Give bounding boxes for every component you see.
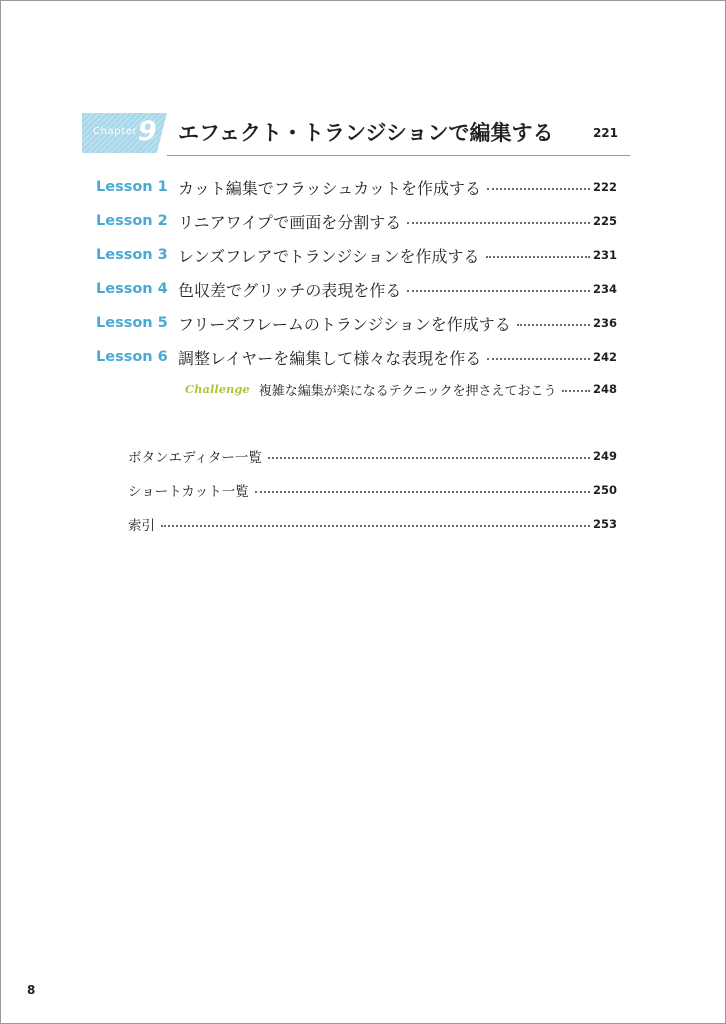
chapter-divider [167, 155, 630, 156]
page-number: 225 [592, 214, 617, 228]
dot-leader [487, 188, 590, 190]
page-number: 249 [592, 449, 617, 463]
toc-row-appendix-index[interactable] [128, 513, 617, 535]
page-number: 250 [592, 483, 617, 497]
challenge-title: 複雑な編集が楽になるテクニックを押さえておこう [258, 383, 557, 399]
dot-leader [268, 457, 590, 459]
footer-page-number: 8 [27, 983, 36, 997]
dot-leader [562, 390, 590, 392]
toc-row-lesson-1[interactable] [96, 175, 617, 199]
lesson-label: Lesson 3 [96, 247, 168, 263]
page-number: 253 [592, 517, 617, 531]
lesson-title: 調整レイヤーを編集して様々な表現を作る [178, 348, 482, 368]
lesson-title: フリーズフレームのトランジションを作成する [178, 314, 511, 334]
toc-row-lesson-2[interactable] [96, 209, 617, 233]
dot-leader [255, 491, 590, 493]
dot-leader [487, 358, 590, 360]
appendix-title: ショートカット一覧 [128, 484, 249, 500]
page-number: 231 [592, 248, 617, 262]
toc-row-challenge[interactable] [185, 378, 617, 400]
page-number: 222 [592, 180, 617, 194]
lesson-title: リニアワイプで画面を分割する [178, 212, 402, 232]
lesson-title: 色収差でグリッチの表現を作る [178, 280, 402, 300]
toc-row-appendix-button-editor[interactable] [128, 445, 617, 467]
page-number: 242 [592, 350, 617, 364]
chapter-word: Chapter [93, 126, 138, 137]
lesson-label: Lesson 6 [96, 349, 168, 365]
chapter-number: 9 [138, 116, 157, 147]
page-number: 234 [592, 282, 617, 296]
challenge-label: Challenge [185, 382, 250, 396]
dot-leader [407, 290, 590, 292]
chapter-title[interactable]: エフェクト・トランジションで編集する [178, 121, 554, 145]
lesson-label: Lesson 2 [96, 213, 168, 229]
lesson-label: Lesson 5 [96, 315, 168, 331]
dot-leader [517, 324, 590, 326]
dot-leader [407, 222, 590, 224]
appendix-title: ボタンエディター一覧 [128, 450, 262, 466]
toc-row-lesson-5[interactable] [96, 311, 617, 335]
appendix-title: 索引 [128, 518, 155, 534]
dot-leader [161, 525, 590, 527]
toc-row-appendix-shortcuts[interactable] [128, 479, 617, 501]
page-number: 248 [592, 382, 617, 396]
page-number: 236 [592, 316, 617, 330]
lesson-label: Lesson 4 [96, 281, 168, 297]
toc-row-lesson-3[interactable] [96, 243, 617, 267]
lesson-title: レンズフレアでトランジションを作成する [178, 246, 480, 266]
lesson-title: カット編集でフラッシュカットを作成する [178, 178, 482, 198]
dot-leader [486, 256, 590, 258]
lesson-label: Lesson 1 [96, 179, 168, 195]
toc-row-lesson-4[interactable] [96, 277, 617, 301]
toc-row-lesson-6[interactable] [96, 345, 617, 369]
chapter-header [82, 113, 630, 157]
chapter-page-number: 221 [592, 126, 618, 140]
